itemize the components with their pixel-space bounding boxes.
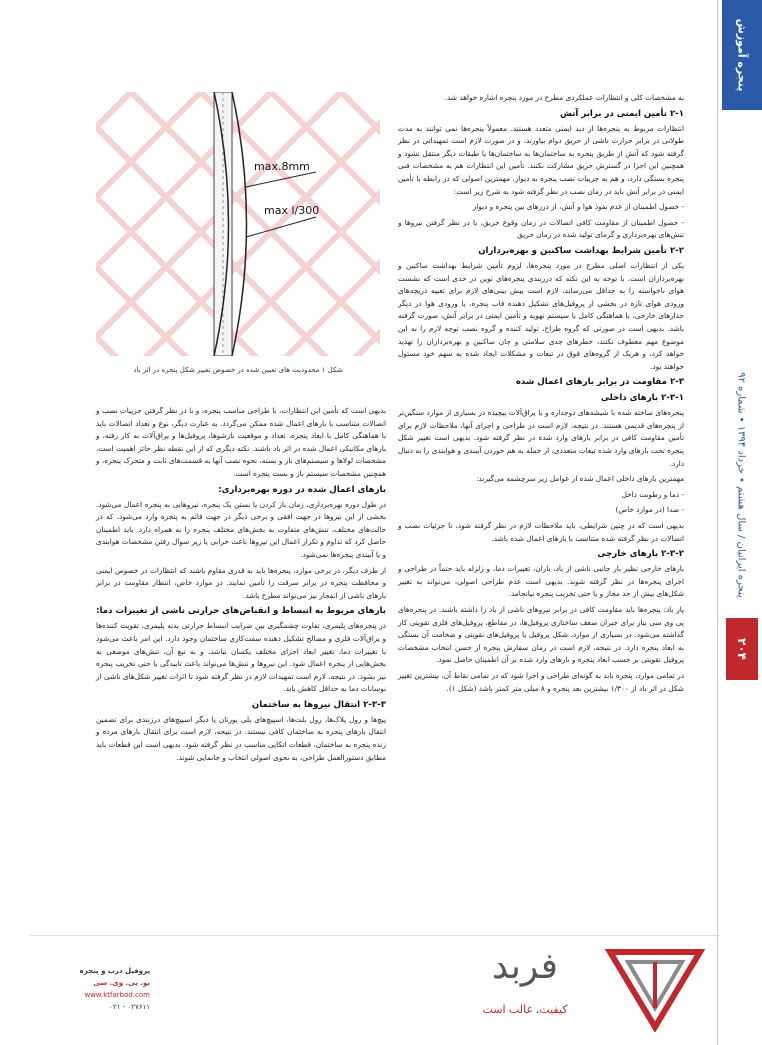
paragraph: پیچ‌ها و رول پلاک‌ها، رول بلت‌ها، اسپیچ‌های پلی یورتان یا دیگر اسپیچ‌های درزبندی برای تضمین انتقال بارهای پنجره به ساختمان کافی نیستند. در نتیجه، لازم است برای انتقال بارهای مرده و زنده پنجره به ساختمان، قطعات اتکایی مناسب در نظر گرفته شود. بدیهی است این قطعات باید مطابق دستورالعمل طراحی، به نحوی اصولی انتخاب و جانمایی شوند. (96, 714, 386, 762)
contact-line2: یو. پی. وی. سی (93, 979, 150, 987)
section-label: پنجره آموزش (735, 18, 749, 92)
paragraph: پار باد: پنجره‌ها باید مقاومت کافی در برابر نیروهای ناشی از باد را داشته باشند. در پنجره‌های پی وی سی نیاز برای جبران ضعف ساختاری پروفیل‌ها، در مقاطع، پروفیل‌های فلزی تقویتی کار گذاشته می‌شود. در بسیاری از موارد، شکل پروفیل یا پروفیل‌های تقویتی و ضخامت آن بستگی به ابعاد پنجره دارد. در نتیجه، لازم است در زمان سفارش پنجره از حسن انتخاب مشخصات پروفیل تقویتی بر حسب ابعاد پنجره و بارهای وارد شده بر آن اطمینان حاصل نمود. (398, 605, 684, 665)
label-max-8mm: max.8mm (254, 160, 310, 173)
right-column (398, 92, 684, 698)
bullet: - حصول اطمینان از مقاومت کافی اتصالات در زمان وقوع حریق، با در نظر گرفتن نیروها و تنش‌های بهره‌برداری و گرمای تولید شده در زمان حریق (398, 217, 684, 240)
page-number-tab (726, 618, 758, 680)
figure-caption: شکل ۱ محدودیت های تعیین شده در خصوص تغییر شکل پنجره در اثر باد (133, 366, 343, 374)
bullet: - حصول اطمینان از عدم نفوذ هوا و آتش، از درزهای بین پنجره و دیوار (472, 202, 684, 212)
subheading: ۲-۳-۱ بارهای داخلی (600, 393, 684, 404)
heading: ۲-۱ تأمین ایمنی در برابر آتش (560, 108, 684, 119)
paragraph: در پنجره‌های پلیمری، تفاوت چشمگیری بین ضرایب انبساط حرارتی بدنه پلیمری، تقویت کننده‌ها و یراق‌آلات فلزی و مصالح تشکیل دهنده سفت‌کاری ساختمان وجود دارد. این امر باعث می‌شود با تغییرات دما، تغییر ابعاد اجزای مختلف یکسان نباشد، و به تبع آن، تنش‌های موضعی به بخش‌هایی از پنجره اعمال شود. این نیروها و تنش‌ها می‌تواند باعث تابیدگی یا حتی تخریب پنجره نیز بشود. در نتیجه، لازم است تمهیدات لازم در نظر گرفته شود تا اثرات تغییر شکل‌های ناشی از نوسانات دما به حداقل کاهش یابد. (96, 621, 386, 694)
paragraph: بارهای خارجی نظیر بار جانبی ناشی از باد، باران، تغییرات دما، و زلزله باید حتماً در طراحی و اجرای پنجره‌ها در نظر گرفته شوند. بدیهی است عدم طراحی اصولی، می‌تواند به تغییر شکل‌های بیش از حد مجاز و یا حتی تخریب پنجره بیانجامد. (398, 564, 684, 599)
paragraph: بدیهی است که در چنین شرایطی، باید ملاحظات لازم در نظر گرفته شود، تا جزئیات نصب و اتصالات در نظر گرفته شده متناسب با بارهای اعمال شده باشد. (398, 521, 684, 543)
bullet: - صدا (در موارد خاص) (615, 505, 684, 515)
paragraph: در تمامی موارد، پنجره باید به گونه‌ای طراحی و اجرا شود که در تمامی نقاط آن، بیشترین تغییر شکل در اثر باد از ۱/۳۰۰ بیشترین بعد پنجره و ۸ میلی متر کمتر باشد (شکل ۱). (398, 670, 684, 693)
background-pattern (96, 92, 380, 356)
label-max-l300: max l/300 (264, 204, 320, 217)
sidebar (718, 0, 762, 1045)
heading: ۲-۳-۳ انتقال نیروها به ساختمان (251, 699, 386, 710)
farbod-logo-icon (600, 942, 710, 1032)
deflection-diagram (96, 92, 380, 356)
paragraph: مهمترین بارهای داخلی اعمال شده از عوامل زیر سرچشمه می‌گیرند: (476, 474, 684, 484)
left-column (96, 405, 386, 767)
issue-info (730, 330, 752, 640)
bullet: - دما و رطوبت داخل (621, 489, 684, 499)
figure-window-deflection (96, 92, 380, 356)
paragraph: در طول دوره بهره‌برداری، زمان باز کردن یا بستن یک پنجره، نیروهایی به پنجره اعمال می‌شود. بخشی از این نیروها در جهت افقی و برخی دیگر در جهت قائم به پنجره وارد می‌شود، که در حالت‌های مختلف، تنش‌های متفاوت به بخش‌های مختلف پنجره را به همراه دارد. باید اطمینان حاصل کرد که تداوم و تکرار اعمال این نیروها باعث خرابی یا زیر سوال رفتن مشخصات هوابندی و یا آببندی پنجره‌ها نمی‌شود. (96, 499, 386, 559)
brand-slogan: کیفیت، غالب است (482, 1003, 568, 1016)
paragraph: به مشخصات کلی و انتظارات عملکردی مطرح در مورد پنجره اشاره خواهد شد. (444, 93, 684, 102)
heading: ۲-۲ تأمین شرایط بهداشت ساکنین و بهره‌برداران (478, 245, 684, 256)
phone-number: ۰۲۱ - ۰۲۷۶۱۱ (109, 1003, 150, 1011)
website-link[interactable]: www.ktfarbod.com (84, 991, 150, 999)
paragraph: یکی از انتظارات اصلی مطرح در مورد پنجره‌ها، لزوم تأمین شرایط بهداشت ساکنین و بهره‌برداران است. با توجه به این نکته که درزبندی پنجره‌های نوین در حدی است که نشست هوای ناخواسته را به حداقل می‌رساند، لازم است پیش بینی‌های لازم برای تعبیه دریچه‌های ورودی هوای تازه در بخشی از پروفیل‌های تشکیل دهنده قاب پنجره، یا ورودی هوا در دیگر جدارهای خارجی، با هماهنگی کامل با سیستم تهویه و تأمین ایمنی در برابر آتش، صورت گرفته باشد. بدیهی است در صورتی که گروه طراح، تولید کننده و گروه نصب توجه لازم را به این موضوع مهم معطوف نکنند، خطرهای جدی سلامتی و جان ساکنین و بهره‌برداران را تهدید خواهد کرد، و هریک از گروه‌های فوق در تبعات و مشکلات ایجاد شده به سهم خود مسئول خواهند بود. (398, 260, 684, 371)
heading: بارهای مربوط به انبساط و انقباض‌های حرارتی ناشی از تغییرات دما: (96, 606, 386, 617)
section-tab (722, 0, 762, 110)
subheading: ۲-۳-۲ بارهای خارجی (597, 549, 684, 560)
contact-line1: پروفیل درب و پنجره (79, 967, 150, 975)
paragraph: انتظارات مربوط به پنجره‌ها از دید ایمنی متعدد هستند. معمولاً پنجره‌ها نمی توانند به مدت طولانی در برابر حرارت ناشی از حریق دوام بیاورند، و در صورت لازم است تمهیداتی در نظر گرفته شود که آتش از طریق پنجره به ساختمان‌ها به ساختمان‌ها یا طبقات دیگر منتقل نشود و همچنین این اجزا در گسترش حریق مشارکت نکنند. تأمین این انتظارات هم به مشخصات فنی پنجره بستگی دارد، و هم به جزییات نصب پنجره به دیوار. مهمترین اصولی که در رابطه با تأمین ایمنی در برابر آتش باید در زمان نصب در نظر گرفته شود به شرح زیر است: (398, 123, 684, 196)
heading: ۲-۳ مقاومت در برابر بارهای اعمال شده (515, 377, 684, 388)
contact-block (30, 965, 150, 1013)
paragraph: بدیهی است که تأمین این انتظارات، با طراحی مناسب پنجره، و با در نظر گرفتن جزییات نصب و اتصالات متناسب با بارهای اعمال شده ممکن می‌گردد. به عبارت دیگر، نوع و تعداد اتصالات باید با هماهنگی کامل با ابعاد پنجره، تعداد و موقعیت بازشوها، پروفیل‌ها و یراق‌آلات به کار رفته، و بارهای مکانیکی اعمال شده در اثر باد باشند. نکته دیگری که از این نقطه نظر حائز اهمیت است، مشخصات لولاها و سیستم‌های باز و بسته، نحوه نصب آنها به قسمت‌های ثابت و متحرک پنجره، و همچنین مشخصات سیستم باز و بست پنجره است. (96, 406, 386, 478)
footer-divider (30, 935, 720, 936)
paragraph: از طرف دیگر، در برخی موارد، پنجره‌ها باید به قدری مقاوم باشند که انتظارات در خصوص ایمنی و محافظت پنجره در برابر سرقت را تأمین نمایند. در موارد خاص، انتظار مقاومت در برابر بارهای ناشی از انفجار نیز می‌تواند مطرح باشد. (96, 565, 386, 600)
brand-name: فربد (492, 946, 558, 987)
paragraph: پنجره‌های ساخته شده با شیشه‌های دوجداره و یا یراق‌آلات پیچیده در بسیاری از موارد سنگین‌تر از پنجره‌های قدیمی هستند. در نتیجه، لازم است در طراحی و اجرای آنها، ملاحظات لازم برای تأمین مقاومت کافی در برابر بارهای وارد شده در نظر گرفته شود. بدیهی است تغییر شکل پنجره تحت بارهای وارد شده تبعات متعددی، از جمله به هم خوردن آببندی و هوابندی را به دنبال دارد. (398, 408, 684, 468)
heading: بارهای اعمال شده در دوره بهره‌برداری: (218, 484, 386, 495)
issue-line: پنجره ایرانیان / سال هشتم • خرداد ۱۳۹۴ • شماره ۹۲ (735, 372, 747, 598)
page-number: ۲۰۴ (735, 638, 749, 660)
